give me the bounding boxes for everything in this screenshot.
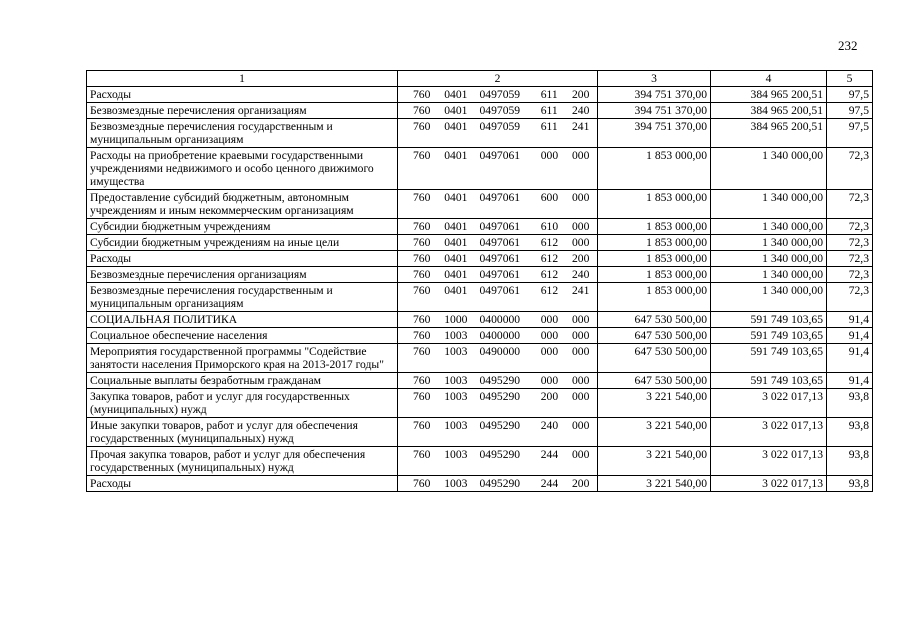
code-expense-type: 611 — [540, 120, 558, 133]
row-name: Безвозмездные перечисления организациям — [87, 267, 398, 283]
table-row — [87, 103, 873, 119]
row-fact: 1 340 000,00 — [711, 267, 827, 283]
header-row — [87, 71, 873, 87]
row-percent: 91,4 — [827, 328, 873, 344]
code-ved: 760 — [413, 252, 431, 265]
code-expense-type: 600 — [540, 191, 559, 204]
row-fact: 3 022 017,13 — [711, 418, 827, 447]
code-section: 1003 — [444, 329, 468, 342]
column-header: 2 — [398, 71, 598, 87]
row-fact: 3 022 017,13 — [711, 389, 827, 418]
code-kosgu: 000 — [572, 419, 590, 432]
row-plan: 1 853 000,00 — [598, 219, 711, 235]
code-section: 0401 — [444, 236, 468, 249]
code-expense-type: 611 — [540, 104, 558, 117]
code-kosgu: 200 — [572, 252, 590, 265]
table-row — [87, 267, 873, 283]
column-header: 1 — [87, 71, 398, 87]
row-plan: 3 221 540,00 — [598, 476, 711, 492]
row-fact: 1 340 000,00 — [711, 283, 827, 312]
code-ved: 760 — [413, 329, 431, 342]
row-plan: 647 530 500,00 — [598, 312, 711, 328]
row-plan: 3 221 540,00 — [598, 418, 711, 447]
code-kosgu: 241 — [572, 284, 590, 297]
code-expense-type: 000 — [540, 313, 559, 326]
row-plan: 1 853 000,00 — [598, 148, 711, 190]
code-ved: 760 — [413, 374, 431, 387]
row-plan: 1 853 000,00 — [598, 251, 711, 267]
row-name: Прочая закупка товаров, работ и услуг для обеспечения государственных (муниципальных) нужд — [87, 447, 398, 476]
row-codes — [398, 103, 598, 119]
code-ved: 760 — [413, 419, 431, 432]
table-row — [87, 344, 873, 373]
code-section: 0401 — [444, 104, 468, 117]
code-section: 0401 — [444, 220, 468, 233]
row-plan: 394 751 370,00 — [598, 103, 711, 119]
table-row — [87, 373, 873, 389]
code-section: 1003 — [444, 477, 468, 490]
code-ved: 760 — [413, 268, 431, 281]
table-row — [87, 476, 873, 492]
row-fact: 1 340 000,00 — [711, 251, 827, 267]
row-plan: 1 853 000,00 — [598, 267, 711, 283]
row-fact: 1 340 000,00 — [711, 219, 827, 235]
code-expense-type: 612 — [540, 236, 559, 249]
code-kosgu: 000 — [572, 236, 590, 249]
row-fact: 3 022 017,13 — [711, 476, 827, 492]
row-percent: 91,4 — [827, 344, 873, 373]
table-body — [87, 87, 873, 492]
row-plan: 3 221 540,00 — [598, 447, 711, 476]
column-header: 4 — [711, 71, 827, 87]
code-kosgu: 000 — [572, 374, 590, 387]
row-plan: 647 530 500,00 — [598, 328, 711, 344]
row-name: Безвозмездные перечисления организациям — [87, 103, 398, 119]
code-section: 0401 — [444, 88, 468, 101]
row-percent: 72,3 — [827, 148, 873, 190]
code-target: 0497059 — [479, 88, 521, 101]
row-plan: 1 853 000,00 — [598, 283, 711, 312]
code-target: 0497061 — [479, 268, 521, 281]
code-kosgu: 000 — [572, 220, 590, 233]
row-name: Безвозмездные перечисления государственным и муниципальным организациям — [87, 283, 398, 312]
row-name: Расходы — [87, 251, 398, 267]
table-row — [87, 283, 873, 312]
row-codes — [398, 312, 598, 328]
code-kosgu: 240 — [572, 104, 590, 117]
code-ved: 760 — [413, 149, 431, 162]
code-ved: 760 — [413, 448, 431, 461]
row-percent: 97,5 — [827, 119, 873, 148]
row-fact: 3 022 017,13 — [711, 447, 827, 476]
row-fact: 1 340 000,00 — [711, 235, 827, 251]
row-codes — [398, 219, 598, 235]
row-codes — [398, 344, 598, 373]
row-percent: 97,5 — [827, 87, 873, 103]
row-plan: 647 530 500,00 — [598, 344, 711, 373]
row-fact: 1 340 000,00 — [711, 190, 827, 219]
column-header: 5 — [827, 71, 873, 87]
table-row — [87, 148, 873, 190]
code-section: 0401 — [444, 252, 468, 265]
code-section: 1003 — [444, 374, 468, 387]
code-section: 1003 — [444, 419, 468, 432]
code-kosgu: 200 — [572, 477, 590, 490]
code-ved: 760 — [413, 191, 431, 204]
code-section: 0401 — [444, 284, 468, 297]
row-percent: 91,4 — [827, 373, 873, 389]
code-target: 0495290 — [479, 477, 521, 490]
code-expense-type: 000 — [540, 345, 559, 358]
code-target: 0400000 — [479, 329, 521, 342]
code-ved: 760 — [413, 390, 431, 403]
code-target: 0497061 — [479, 191, 521, 204]
row-codes — [398, 87, 598, 103]
row-percent: 72,3 — [827, 235, 873, 251]
code-expense-type: 611 — [540, 88, 558, 101]
row-percent: 72,3 — [827, 267, 873, 283]
table-row — [87, 235, 873, 251]
code-kosgu: 000 — [572, 448, 590, 461]
row-name: Предоставление субсидий бюджетным, автономным учреждениям и иным некоммерческим организациям — [87, 190, 398, 219]
row-name: Расходы — [87, 87, 398, 103]
code-target: 0497061 — [479, 252, 521, 265]
code-section: 1003 — [444, 448, 468, 461]
code-ved: 760 — [413, 120, 431, 133]
code-expense-type: 000 — [540, 374, 559, 387]
table-row — [87, 219, 873, 235]
row-name: Иные закупки товаров, работ и услуг для обеспечения государственных (муниципальных) нужд — [87, 418, 398, 447]
row-plan: 1 853 000,00 — [598, 190, 711, 219]
row-codes — [398, 447, 598, 476]
row-plan: 1 853 000,00 — [598, 235, 711, 251]
row-fact: 384 965 200,51 — [711, 87, 827, 103]
row-percent: 97,5 — [827, 103, 873, 119]
code-expense-type: 240 — [540, 419, 559, 432]
code-expense-type: 000 — [540, 329, 559, 342]
code-kosgu: 240 — [572, 268, 590, 281]
row-codes — [398, 373, 598, 389]
table-row — [87, 87, 873, 103]
code-target: 0497059 — [479, 104, 521, 117]
code-section: 1003 — [444, 390, 468, 403]
code-kosgu: 000 — [572, 329, 590, 342]
row-fact: 1 340 000,00 — [711, 148, 827, 190]
row-name: СОЦИАЛЬНАЯ ПОЛИТИКА — [87, 312, 398, 328]
row-percent: 72,3 — [827, 190, 873, 219]
table-row — [87, 418, 873, 447]
code-section: 0401 — [444, 149, 468, 162]
row-percent: 72,3 — [827, 283, 873, 312]
table-row — [87, 251, 873, 267]
code-expense-type: 244 — [540, 477, 559, 490]
code-expense-type: 000 — [540, 149, 559, 162]
code-target: 0497061 — [479, 220, 521, 233]
code-target: 0400000 — [479, 313, 521, 326]
row-percent: 91,4 — [827, 312, 873, 328]
row-fact: 384 965 200,51 — [711, 119, 827, 148]
row-codes — [398, 119, 598, 148]
table-row — [87, 119, 873, 148]
code-kosgu: 000 — [572, 345, 590, 358]
row-fact: 591 749 103,65 — [711, 344, 827, 373]
row-fact: 591 749 103,65 — [711, 328, 827, 344]
code-section: 0401 — [444, 268, 468, 281]
row-codes — [398, 267, 598, 283]
code-ved: 760 — [413, 220, 431, 233]
row-plan: 394 751 370,00 — [598, 119, 711, 148]
code-target: 0495290 — [479, 419, 521, 432]
code-kosgu: 000 — [572, 191, 590, 204]
row-codes — [398, 190, 598, 219]
table-row — [87, 190, 873, 219]
row-codes — [398, 235, 598, 251]
code-target: 0497061 — [479, 236, 521, 249]
row-fact: 591 749 103,65 — [711, 312, 827, 328]
row-percent: 93,8 — [827, 447, 873, 476]
code-target: 0497061 — [479, 284, 521, 297]
row-plan: 394 751 370,00 — [598, 87, 711, 103]
code-target: 0495290 — [479, 374, 521, 387]
code-expense-type: 612 — [540, 252, 559, 265]
row-name: Расходы на приобретение краевыми государственными учреждениями недвижимого и особо ценного движимого имущества — [87, 148, 398, 190]
code-kosgu: 241 — [572, 120, 590, 133]
code-kosgu: 200 — [572, 88, 590, 101]
code-target: 0495290 — [479, 448, 521, 461]
row-codes — [398, 251, 598, 267]
row-name: Субсидии бюджетным учреждениям — [87, 219, 398, 235]
table-row — [87, 312, 873, 328]
row-percent: 93,8 — [827, 389, 873, 418]
row-name: Мероприятия государственной программы "Содействие занятости населения Приморского края на 2013-2017 годы" — [87, 344, 398, 373]
code-target: 0490000 — [479, 345, 521, 358]
row-codes — [398, 476, 598, 492]
row-codes — [398, 328, 598, 344]
row-percent: 72,3 — [827, 219, 873, 235]
code-target: 0495290 — [479, 390, 521, 403]
code-ved: 760 — [413, 88, 431, 101]
table-row — [87, 328, 873, 344]
code-target: 0497061 — [479, 149, 521, 162]
column-header: 3 — [598, 71, 711, 87]
code-ved: 760 — [413, 313, 431, 326]
table-row — [87, 447, 873, 476]
row-name: Субсидии бюджетным учреждениям на иные цели — [87, 235, 398, 251]
row-codes — [398, 418, 598, 447]
code-section: 1000 — [444, 313, 468, 326]
code-target: 0497059 — [479, 120, 521, 133]
code-ved: 760 — [413, 345, 431, 358]
code-kosgu: 000 — [572, 390, 590, 403]
row-name: Расходы — [87, 476, 398, 492]
code-section: 0401 — [444, 120, 468, 133]
code-ved: 760 — [413, 284, 431, 297]
code-ved: 760 — [413, 104, 431, 117]
row-name: Социальное обеспечение населения — [87, 328, 398, 344]
page-number: 232 — [838, 38, 858, 53]
row-fact: 591 749 103,65 — [711, 373, 827, 389]
row-name: Безвозмездные перечисления государственным и муниципальным организациям — [87, 119, 398, 148]
code-ved: 760 — [413, 236, 431, 249]
row-percent: 72,3 — [827, 251, 873, 267]
row-plan: 647 530 500,00 — [598, 373, 711, 389]
row-percent: 93,8 — [827, 476, 873, 492]
row-percent: 93,8 — [827, 418, 873, 447]
code-expense-type: 610 — [540, 220, 559, 233]
code-kosgu: 000 — [572, 149, 590, 162]
row-fact: 384 965 200,51 — [711, 103, 827, 119]
code-section: 1003 — [444, 345, 468, 358]
code-expense-type: 244 — [540, 448, 559, 461]
code-kosgu: 000 — [572, 313, 590, 326]
code-ved: 760 — [413, 477, 431, 490]
budget-table — [86, 70, 873, 492]
row-name: Социальные выплаты безработным гражданам — [87, 373, 398, 389]
row-codes — [398, 148, 598, 190]
code-section: 0401 — [444, 191, 468, 204]
code-expense-type: 612 — [540, 284, 559, 297]
table-row — [87, 389, 873, 418]
row-codes — [398, 283, 598, 312]
code-expense-type: 200 — [540, 390, 559, 403]
row-name: Закупка товаров, работ и услуг для государственных (муниципальных) нужд — [87, 389, 398, 418]
code-expense-type: 612 — [540, 268, 559, 281]
row-codes — [398, 389, 598, 418]
row-plan: 3 221 540,00 — [598, 389, 711, 418]
